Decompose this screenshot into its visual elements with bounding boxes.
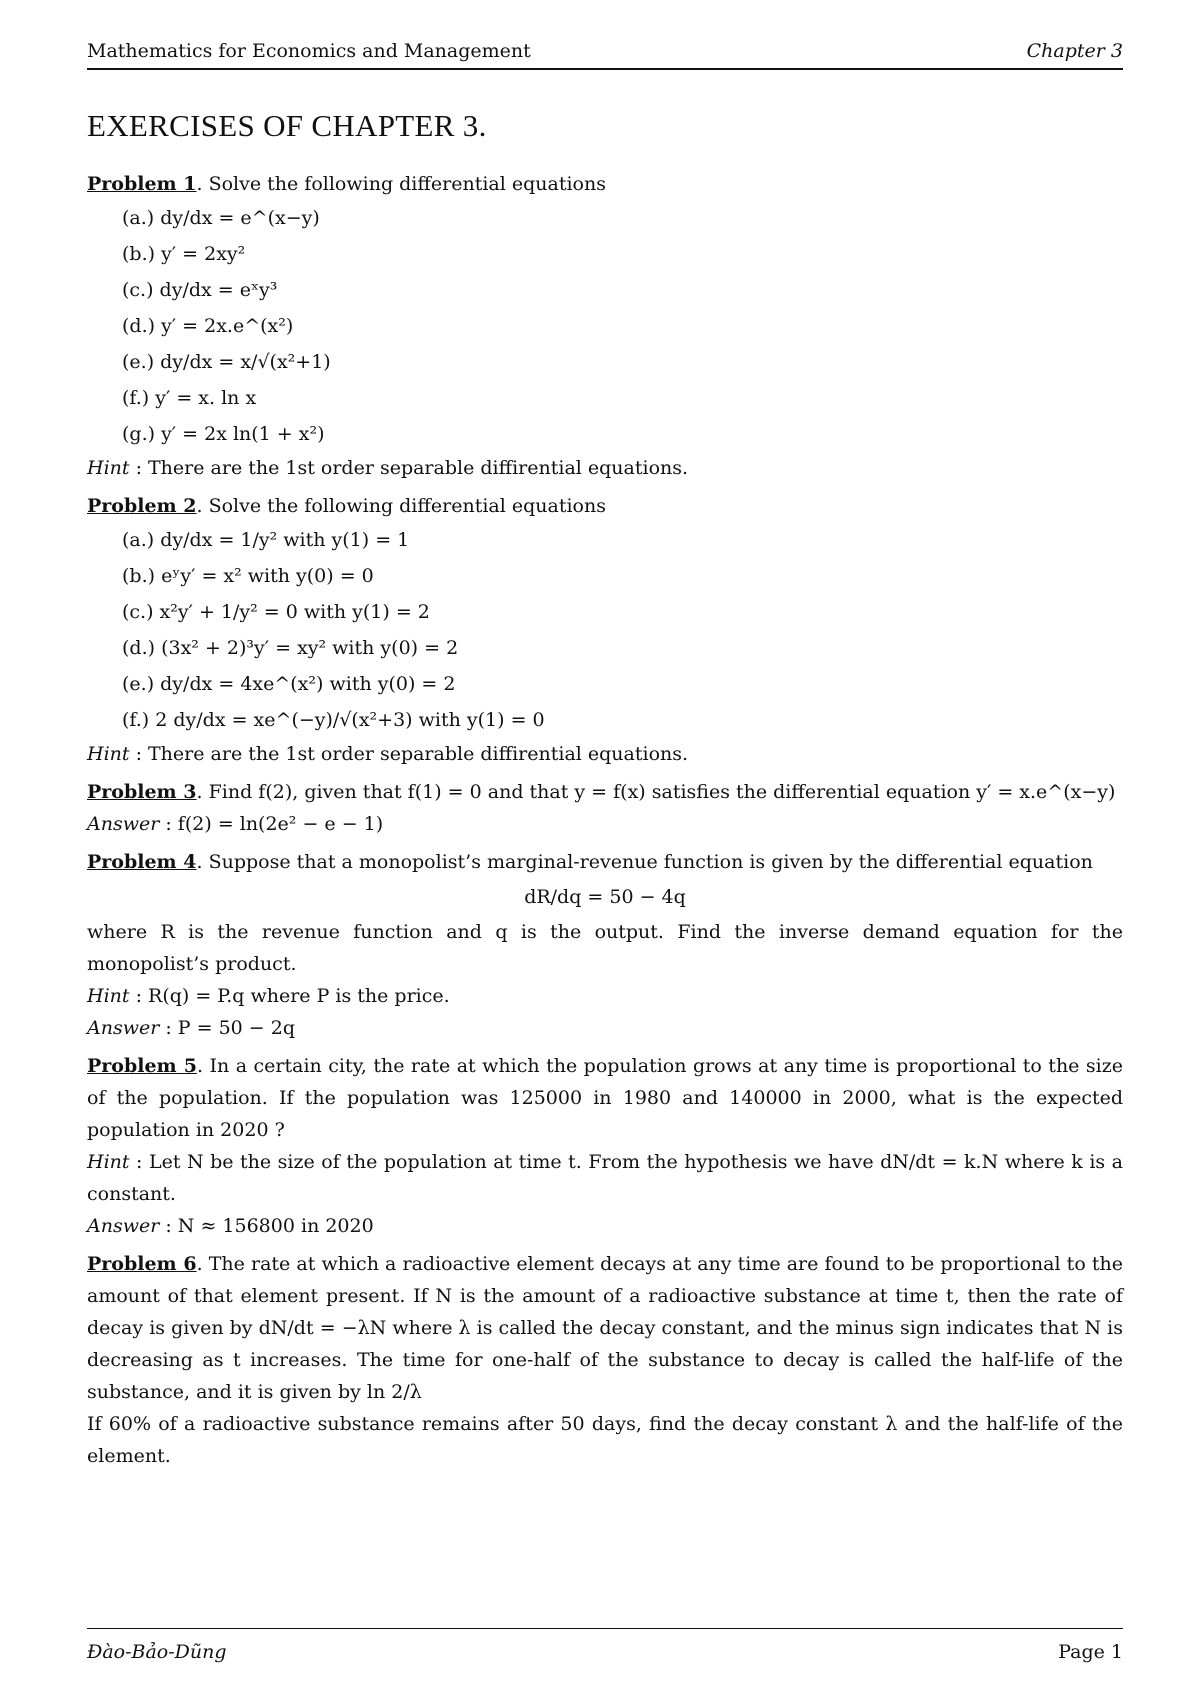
p3-answer: Answer : f(2) = ln(2e² − e − 1) bbox=[87, 813, 384, 835]
p4-answer: Answer : P = 50 − 2q bbox=[87, 1017, 296, 1039]
footer-page-number: Page 1 bbox=[1058, 1641, 1123, 1663]
p2-item-b: (b.) eʸy′ = x² with y(0) = 0 bbox=[122, 565, 374, 587]
p2-item-c: (c.) x²y′ + 1/y² = 0 with y(1) = 2 bbox=[122, 601, 430, 623]
header-right: Chapter 3 bbox=[1026, 40, 1123, 62]
problem-6: Problem 6. The rate at which a radioactive element decays at any time are found to be proportional to the amount of that element present. If N is the amount of a radioactive substance at time t, then the rate of decay is given by dN/dt = −λN where λ is called the decay constant, and the minus sign indicates that N is decreasing as t increases. The time for one-half of the substance to decay is called the half-life of the substance, and it is given by ln 2/λ bbox=[87, 1253, 1123, 1403]
p6-text: If 60% of a radioactive substance remains after 50 days, find the decay constant λ and the half-life of the element. bbox=[87, 1413, 1123, 1467]
p5-hint: Hint : Let N be the size of the population at time t. From the hypothesis we have dN/dt = k.N where k is a constant. bbox=[87, 1151, 1123, 1205]
p4-hint: Hint : R(q) = P.q where P is the price. bbox=[87, 985, 450, 1007]
p1-item-c: (c.) dy/dx = eˣy³ bbox=[122, 279, 278, 301]
p1-item-e: (e.) dy/dx = x/√(x²+1) bbox=[122, 351, 331, 373]
document-body bbox=[87, 168, 1123, 1472]
footer-author: Đào-Bảo-Dũng bbox=[87, 1641, 227, 1663]
page-header bbox=[87, 38, 1123, 70]
problem-2: Problem 2. Solve the following differential equations bbox=[87, 495, 606, 517]
problem-5: Problem 5. In a certain city, the rate at which the population grows at any time is proportional to the size of the population. If the population was 125000 in 1980 and 140000 in 2000, what is the expected population in 2020 ? bbox=[87, 1055, 1123, 1141]
p2-item-a: (a.) dy/dx = 1/y² with y(1) = 1 bbox=[122, 529, 410, 551]
p1-hint: Hint : There are the 1st order separable diffirential equations. bbox=[87, 457, 689, 479]
p1-item-f: (f.) y′ = x. ln x bbox=[122, 387, 257, 409]
header-left: Mathematics for Economics and Management bbox=[87, 40, 531, 62]
page-footer bbox=[87, 1628, 1123, 1663]
page-title: EXERCISES OF CHAPTER 3. bbox=[87, 108, 487, 143]
p4-text: where R is the revenue function and q is the output. Find the inverse demand equation for the monopolist’s product. bbox=[87, 921, 1123, 975]
p4-display-equation: dR/dq = 50 − 4q bbox=[524, 886, 686, 908]
p1-item-d: (d.) y′ = 2x.e^(x²) bbox=[122, 315, 294, 337]
p5-answer: Answer : N ≈ 156800 in 2020 bbox=[87, 1215, 374, 1237]
p2-hint: Hint : There are the 1st order separable diffirential equations. bbox=[87, 743, 689, 765]
p1-item-g: (g.) y′ = 2x ln(1 + x²) bbox=[122, 423, 325, 445]
p1-item-a: (a.) dy/dx = e^(x−y) bbox=[122, 207, 320, 229]
problem-4: Problem 4. Suppose that a monopolist’s marginal-revenue function is given by the differential equation bbox=[87, 851, 1093, 873]
p2-item-e: (e.) dy/dx = 4xe^(x²) with y(0) = 2 bbox=[122, 673, 456, 695]
p2-item-d: (d.) (3x² + 2)³y′ = xy² with y(0) = 2 bbox=[122, 637, 459, 659]
p2-item-f: (f.) 2 dy/dx = xe^(−y)/√(x²+3) with y(1) = 0 bbox=[122, 709, 545, 731]
p1-item-b: (b.) y′ = 2xy² bbox=[122, 243, 246, 265]
problem-1: Problem 1. Solve the following differential equations bbox=[87, 173, 606, 195]
problem-3: Problem 3. Find f(2), given that f(1) = 0 and that y = f(x) satisfies the differential equation y′ = x.e^(x−y) bbox=[87, 781, 1116, 803]
